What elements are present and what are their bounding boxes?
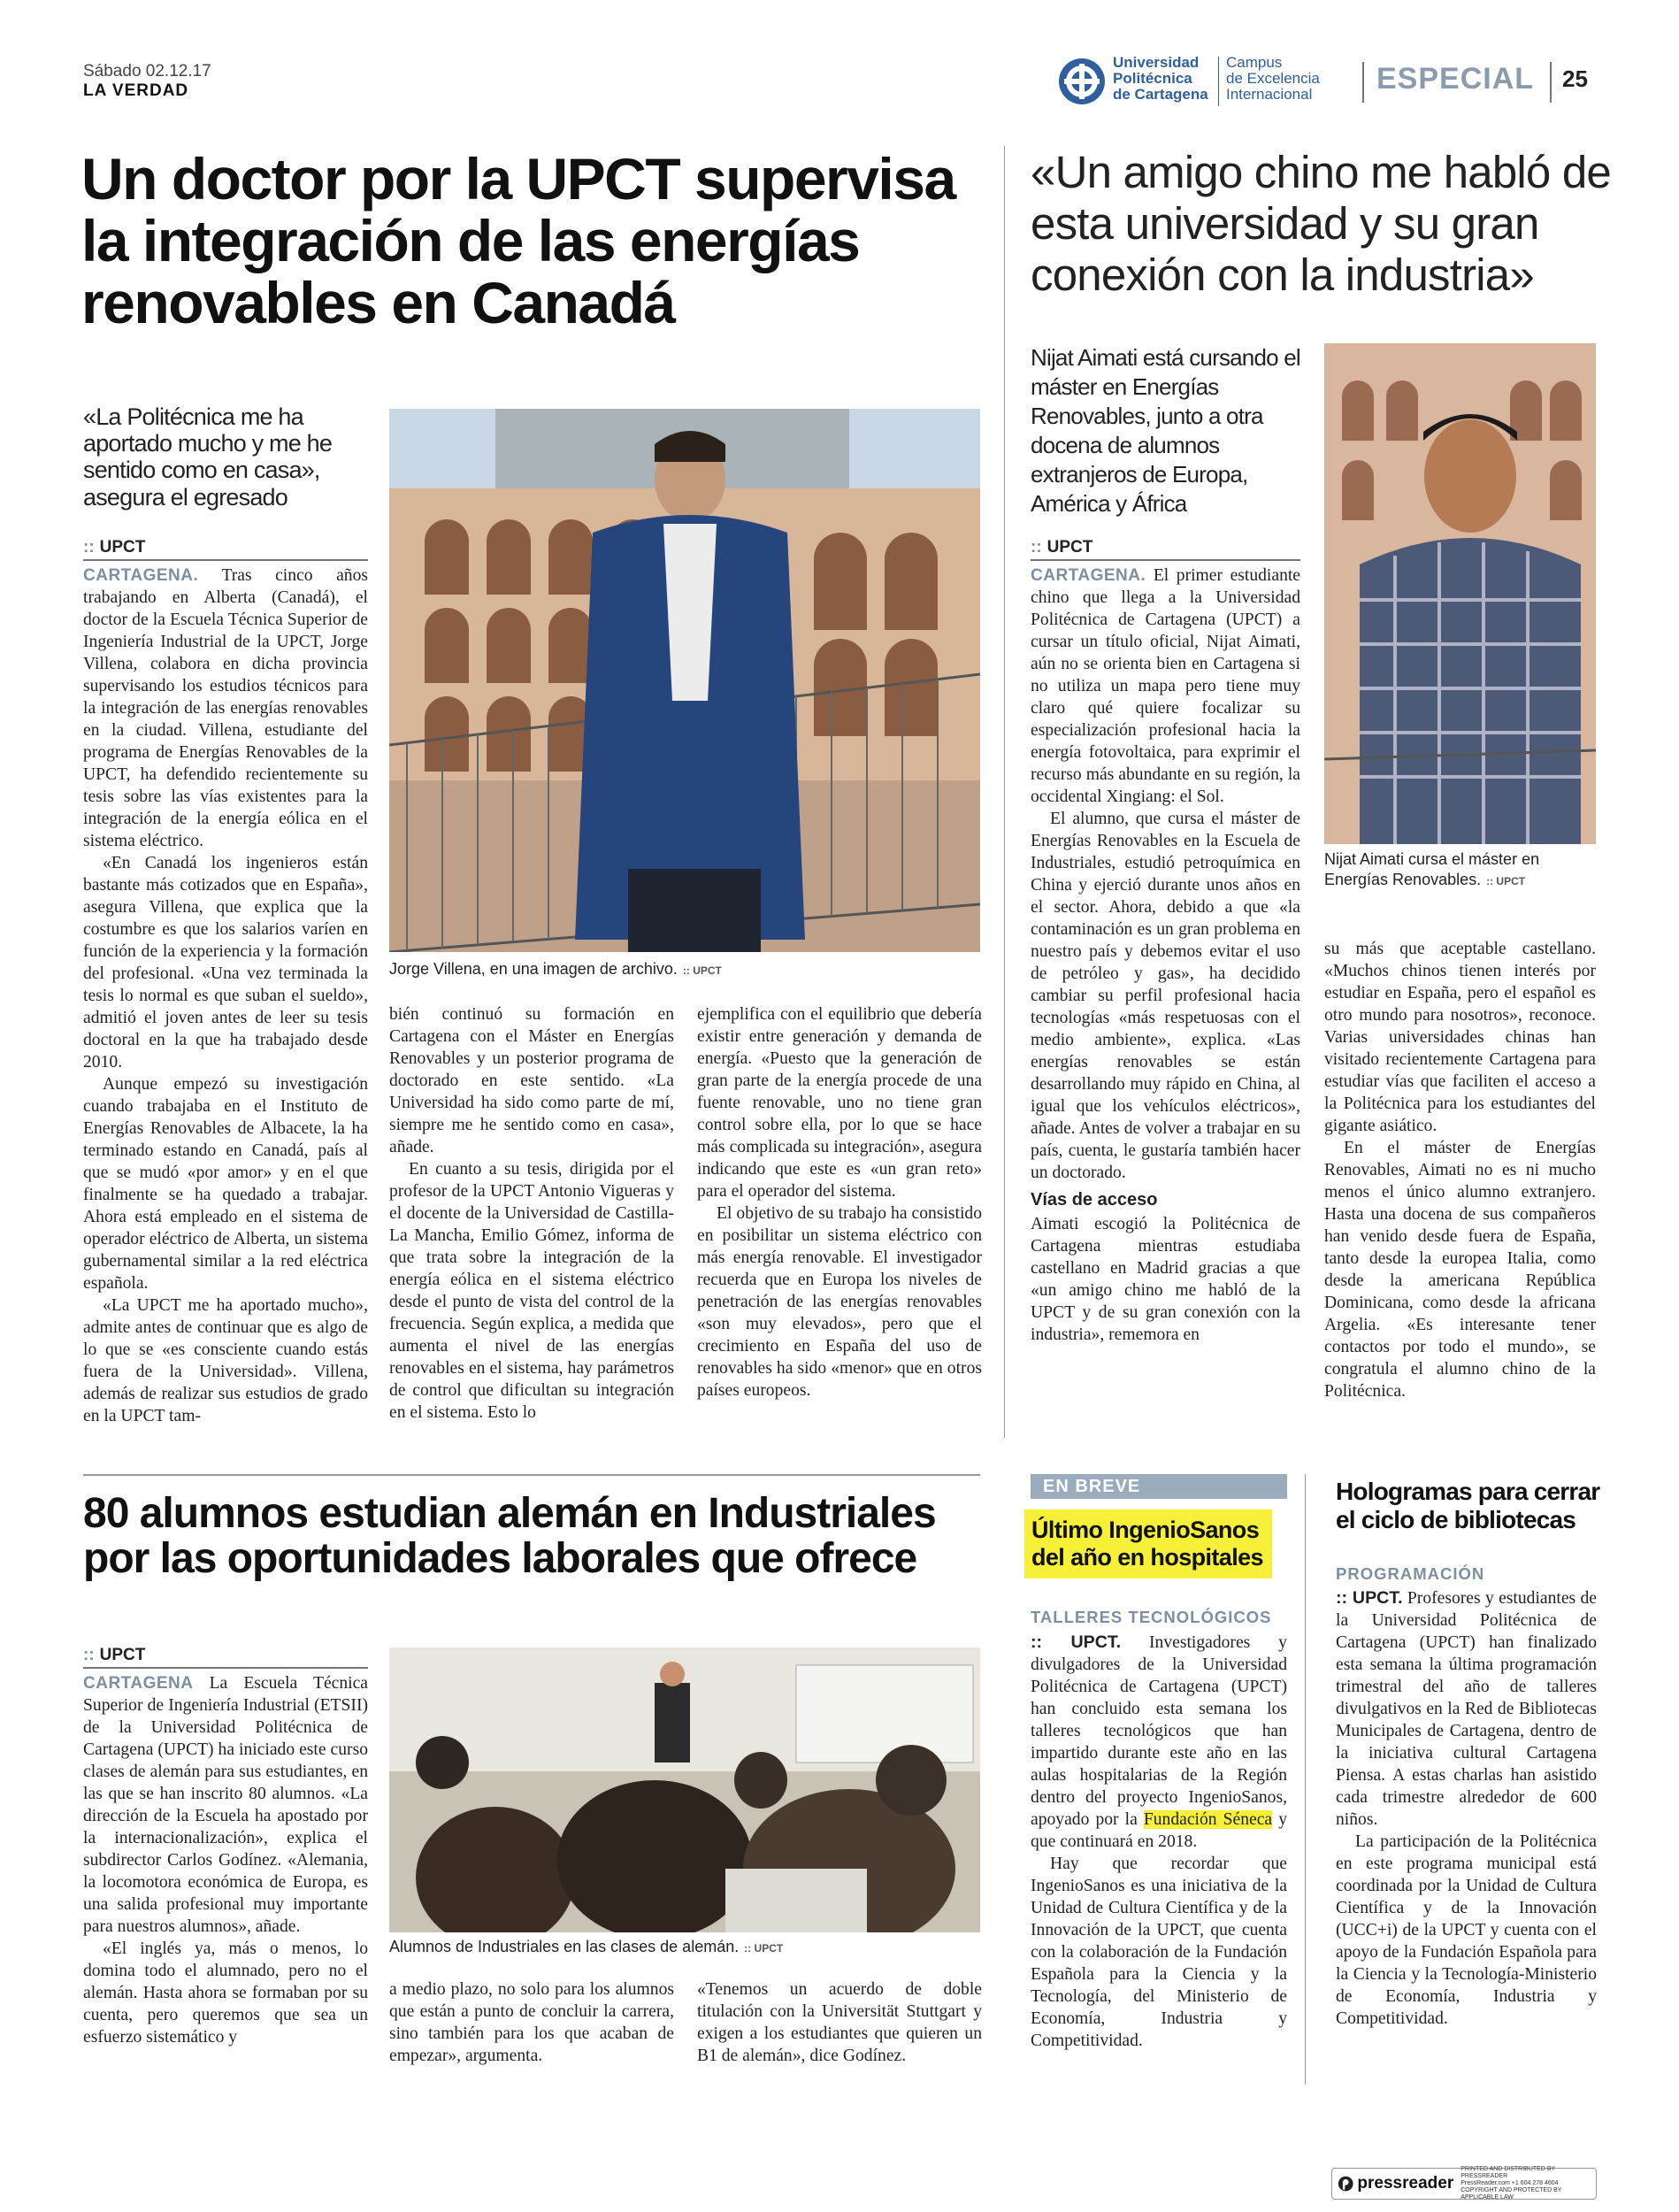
article1-photo <box>389 409 980 952</box>
article1-col1 <box>83 565 368 1427</box>
article1-col3-text: ejemplifica con el equilibrio que debería existir entre generación y demanda de energía. «Puesto que la generación de gran parte de la energía procede de una fuente renovable, uno no tiene gran control sobre ella, por lo que se hace más complicada su integración», asegura indicando que este es «un gran reto» para el operador del sistema. <box>697 1005 982 1201</box>
article1-p2: «En Canadá los ingenieros están bastante más cotizados que en España», asegura Villena, que explica que la costumbre es que los salarios varíen en función de la experiencia y la formación del profesional. «Una vez terminada la tesis lo normal es que suban el sueldo», admitió el joven antes de leer su tesis doctoral en la que ha trabajado desde 2010. <box>83 854 368 1071</box>
article3-p2: «El inglés ya, más o menos, lo domina todo el alumnado, pero no el alemán. Hasta ahora se formaban por su cuenta, pero queremos que sea un esfuerzo sistemático y <box>83 1939 368 2047</box>
article2-headline: «Un amigo chino me habló de esta universidad y su gran conexión con la industria» <box>1031 147 1611 300</box>
article2-caption-text: Nijat Aimati cursa el máster en Energías Renovables. <box>1324 850 1540 888</box>
article3-col2 <box>389 1978 674 2067</box>
brief-text <box>1031 1632 1287 2052</box>
classroom-photo-image <box>389 1647 980 1932</box>
brief-text-a: Investigadores y divulgadores de la Universidad Politécnica de Cartagena (UPCT) han concluido esta semana los talleres tecnológicos que han impartido durante este año en las aulas hospitalarias de la Región dentro del proyecto IngenioSanos, apoyado por la <box>1031 1633 1287 1829</box>
article2-caption-src: :: UPCT <box>1486 875 1526 887</box>
article2-col2b-text: En el máster de Energías Renovables, Aimati no es ni mucho menos el único alumno extranjero. Hasta una docena de sus compañeros han venido desde fuera de España, tanto desde la europea Italia, como desde la americana República Dominicana, como desde la africana Argelia. «Es interesante tener contactos por todo el mundo», se congratula el alumno chino de la Politécnica. <box>1324 1139 1596 1401</box>
uni-line1: Universidad <box>1113 54 1200 71</box>
article1-caption-src: :: UPCT <box>682 964 722 977</box>
article2-photo <box>1324 343 1596 844</box>
building-photo-image <box>389 409 980 952</box>
article1-col2-text: bién continuó su formación en Cartagena con el Máster en Energías Renovables y un posterior programa de doctorado en este sentido. «La Universidad ha sido como parte de mí, siempre me he sentido como en casa», añade. <box>389 1005 674 1156</box>
article3-byline: :: UPCT <box>83 1646 368 1669</box>
article1-byline-text: UPCT <box>99 538 146 557</box>
uni-name <box>1113 55 1208 103</box>
holo-p2: La participación de la Politécnica en este programa municipal está coordinada por la Unidad de Cultura Científica y de la Innovación (UCC+i) de la UPCT y cuenta con el apoyo de la Fundación Española para la Ciencia y la Tecnología-Ministerio de Economía, Industria y Competitividad. <box>1336 1832 1597 2028</box>
article1-subhead: «La Politécnica me ha aportado mucho y me he sentido como en casa», asegura el egresado <box>83 403 333 511</box>
brief-tag: EN BREVE <box>1031 1474 1287 1499</box>
article3-col1 <box>83 1672 368 2048</box>
upct-logo <box>1057 57 1107 106</box>
article2-city: CARTAGENA. <box>1031 566 1146 585</box>
article2-subhead: Nijat Aimati está cursando el máster en Energías Renovables, junto a otra docena de alumnos extranjeros de Europa, América y África <box>1031 344 1300 517</box>
holo-byline: :: UPCT. <box>1336 1588 1403 1608</box>
article2-col2-text: su más que aceptable castellano. «Muchos chinos tienen interés por estudiar en España, pero el español es otro mundo para nosotros», reconoce. Varias universidades chinas han visitado recientemente Cartagena para estudiar vías que faciliten el acceso a la Politécnica para los estudiantes del gigante asiático. <box>1324 940 1596 1135</box>
article3-caption-text: Alumnos de Industriales en las clases de alemán. <box>389 1938 740 1955</box>
article1-city: CARTAGENA. <box>83 566 199 585</box>
article2-byline-text: UPCT <box>1046 538 1093 557</box>
article3-caption-src: :: UPCT <box>744 1942 784 1955</box>
holo-section: PROGRAMACIÓN <box>1336 1564 1485 1583</box>
upct-logo-icon <box>1057 57 1107 106</box>
pressreader-brand: pressreader <box>1357 2174 1454 2193</box>
article3-col2-text: a medio plazo, no solo para los alumnos que están a punto de concluir la carrera, sino también para los que acaban de empezar», argumenta. <box>389 1980 674 2065</box>
campus-line1: Campus <box>1226 54 1283 71</box>
article1-p4: «La UPCT me ha aportado mucho», admite antes de continuar que es algo de lo que se «es consciente cuando estás fuera de la Universidad». Villena, además de realizar sus estudios de grado en la UPCT tam- <box>83 1296 368 1425</box>
uni-line2: Politécnica <box>1113 70 1192 87</box>
article1-byline: :: UPCT <box>83 538 368 561</box>
article1-caption-text: Jorge Villena, en una imagen de archivo. <box>389 960 678 978</box>
student-photo-image <box>1324 343 1596 844</box>
article1-col3b-text: El objetivo de su trabajo ha consistido en posibilitar un sistema eléctrico con más energía renovable. El investigador recuerda que en Europa los niveles de penetración de las energías renovables «son muy elevados», pero que el crecimiento en España del uso de renovables ha sido «menor» que en otros países europeos. <box>697 1204 982 1400</box>
campus-line3: Internacional <box>1226 86 1313 103</box>
article1-col2b-text: En cuanto a su tesis, dirigida por el profesor de la UPCT Antonio Vigueras y el docente de la Universidad de Castilla-La Mancha, Emilio Gómez, informa de que trata sobre la integración de la energía eólica en el sistema eléctrico desde el punto de vista del control de la frecuencia. Según explica, a medida que aumenta el nivel de las energías renovables en el sistema, hay parámetros de control que dificultan su integración en el sistema. Esto lo <box>389 1160 674 1422</box>
article3-col3 <box>697 1978 982 2067</box>
section-label: ESPECIAL <box>1376 62 1535 96</box>
article3-byline-text: UPCT <box>99 1646 146 1664</box>
brief-p2: Hay que recordar que IngenioSanos es una iniciativa de la Unidad de Cultura Científica y de la Innovación de la UPCT, que cuenta con la colaboración de la Fundación Española para la Ciencia y la Tecnología, del Ministerio de Economía, Industria y Competitividad. <box>1031 1855 1287 2050</box>
article2-caption <box>1324 849 1596 892</box>
footer-line2: PressReader.com +1 604 278 4604 <box>1460 2180 1559 2186</box>
article2-lead: El primer estudiante chino que llega a la Universidad Politécnica de Cartagena (UPCT) a cursar un título oficial, Nijat Aimati, aún no se orienta bien en Cartagena si no utiliza un mapa pero tiene muy claro qué quiere focalizar su especialización profesional hacia la energía fotovoltaica, para exprimir el recurso más abundante en su región, la occidental Xingiang: el Sol. <box>1031 566 1301 806</box>
article2-byline: :: UPCT <box>1031 538 1300 561</box>
campus-line2: de Excelencia <box>1226 70 1320 87</box>
brief-headline: Último IngenioSanos del año en hospitales <box>1024 1509 1272 1578</box>
article3-headline: 80 alumnos estudian alemán en Industriales por las oportunidades laborales que ofrece <box>83 1490 936 1582</box>
holo-headline: Hologramas para cerrar el ciclo de bibliotecas <box>1336 1478 1600 1533</box>
article3-lead: La Escuela Técnica Superior de Ingeniería Industrial (ETSII) de la Universidad Politécnica de Cartagena (UPCT) ha iniciado este curso clases de alemán para sus estudiantes, en las que se han inscrito 80 alumnos. «La dirección de la Escuela ha apostado por la internacionalización», explica el subdirector Carlos Godínez. «Alemania, la locomotora económica de Europa, es una salida profesional muy importante para nuestros alumnos», añade. <box>83 1674 368 1936</box>
article2-p2: El alumno, que cursa el máster de Energías Renovables en la Escuela de Industriales, estudió petroquímica en China y ejerció durante unos años en el sector. Ahora, debido a que «la contaminación es un gran problema en nuestro país y debemos evitar el uso de petróleo y gas», ha decidido cambiar su perfil profesional hacia tecnologías «más respetuosas con el medio ambiente», explica. «Las energías renovables se están desarrollando muy rápido en China, al igual que los vehículos eléctricos», añade. Antes de volver a trabajar en su país, cuenta, le gustaría también hacer un doctorado. <box>1031 810 1300 1182</box>
article2-subtitle: Vías de acceso <box>1031 1190 1158 1210</box>
holo-text-body: Profesores y estudiantes de la Universidad Politécnica de Cartagena (UPCT) han finalizado esta semana la última programación trimestral del año de talleres divulgativos en la Red de Bibliotecas Municipales de Cartagena, dentro de la iniciativa cultural Cartagena Piensa. A estas charlas han asistido cada trimestre alrededor de 600 niños. <box>1336 1589 1597 1829</box>
article1-caption <box>389 960 980 979</box>
article1-col2 <box>389 1003 674 1424</box>
campus-name <box>1226 55 1320 103</box>
article2-col1 <box>1031 565 1300 1346</box>
holo-text <box>1336 1587 1597 2030</box>
pressreader-badge[interactable] <box>1331 2168 1597 2200</box>
pressreader-icon <box>1338 2174 1353 2193</box>
uni-line3: de Cartagena <box>1113 86 1208 103</box>
article1-lead: Tras cinco años trabajando en Alberta (Canadá), el doctor de la Escuela Técnica Superior de Ingeniería Industrial de la UPCT, Jorge Villena, colabora en dicha provincia supervisando los estudios técnicos para la integración de las energías renovables en la ciudad. Villena, estudiante del programa de Energías Renovables de la UPCT, ha defendido recientemente su tesis sobre las vías existentes para la integración de la energía eólica en el sistema eléctrico. <box>83 566 368 850</box>
footer-line3: COPYRIGHT AND PROTECTED BY APPLICABLE LAW <box>1460 2187 1562 2200</box>
article1-p3: Aunque empezó su investigación cuando trabajaba en el Instituto de Energías Renovables de Albacete, la ha terminado estando en Canadá, país al que se mudó «por amor» y en el que finalmente se ha quedado a trabajar. Ahora está empleado en el sistema de operador eléctrico de Alberta, un sistema gubernamental similar a la red eléctrica española. <box>83 1075 368 1293</box>
article3-photo <box>389 1647 980 1932</box>
article3-caption <box>389 1938 980 1956</box>
brief-text-b: y que continuará en 2018. <box>1031 1810 1288 1851</box>
article1-col3 <box>697 1003 982 1402</box>
header-paper: LA VERDAD <box>83 81 189 100</box>
footer-line1: PRINTED AND DISTRIBUTED BY PRESSREADER <box>1460 2166 1556 2179</box>
article1-headline: Un doctor por la UPCT supervisa la integración de las energías renovables en Canadá <box>81 146 955 335</box>
article2-col2 <box>1324 938 1596 1402</box>
brief-section: TALLERES TECNOLÓGICOS <box>1031 1608 1272 1626</box>
article3-city: CARTAGENA <box>83 1674 194 1693</box>
brief-highlight: Fundación Séneca <box>1143 1810 1273 1829</box>
page-number: 25 <box>1562 65 1588 92</box>
header-date: Sábado 02.12.17 <box>83 62 211 81</box>
article3-col3-text: «Tenemos un acuerdo de doble titulación con la Universität Stuttgart y exigen a los estudiantes que quieren un B1 de alemán», dice Godínez. <box>697 1980 982 2065</box>
article2-p3: Aimati escogió la Politécnica de Cartagena mientras estudiaba castellano en Madrid gracias a que «un amigo chino me habló de la UPCT y de su gran conexión con la industria», rememora en <box>1031 1215 1300 1344</box>
brief-byline: :: UPCT. <box>1031 1632 1122 1652</box>
